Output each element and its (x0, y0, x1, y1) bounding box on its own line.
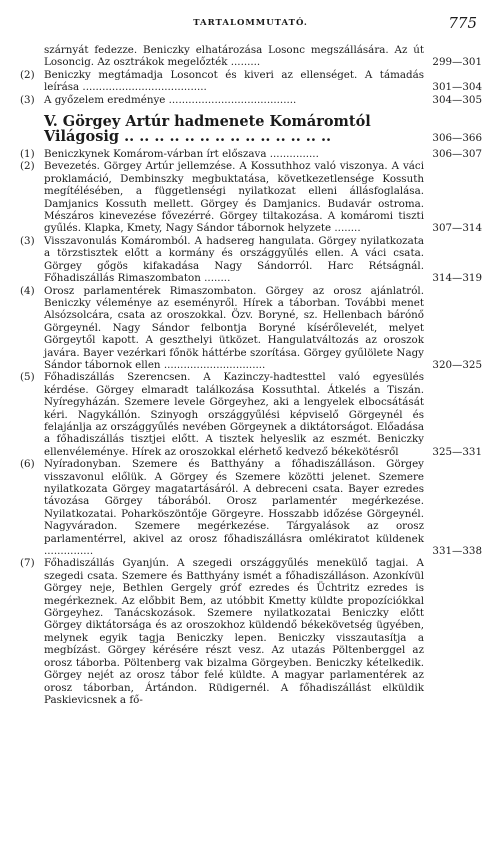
page-header (0, 14, 501, 34)
entry-text: Nyíradonyban. Szemere és Batthyány a főhadiszálláson. Görgey visszavonul előlük. A Görgey és Szemere közötti jelenet. Szemere nyilatkozata Görgey magatartásáról. A debreceni csata. Bayer ezredes távozása Görgey táborából. Orosz parlamentér megérkezése. Nyilatkozatai. Poharköszöntője Görgeyre. Hosszabb időzése Görgeynél. Nagyváradon. Szemere megérkezése. Tárgyalások az orosz parlamentérrel, akivel az orosz főhadiszállásra omlékiratot küldenek ............... (44, 458, 424, 558)
entry-pages: 299—301 (432, 56, 482, 69)
entry-text: Beniczkynek Komárom-várban írt előszava ............... (44, 148, 319, 161)
entry-text: Orosz parlamentérek Rimaszombaton. Görgey az orosz ajánlatról. Beniczky véleménye az eseményről. Hírek a táborban. További menet Alsózsolcára, csata az oroszokkal. Özv. Boryné, sz. Hellenbach bárónő Görgeynél. Nagy Sándor felbontja Boryné kísérőlevelét, melyet Görgeytől kapott. A geszthelyi ütközet. Hangulatváltozás az oroszok javára. Bayer vezérkari főnök háttérbe szorítása. Görgey gyűlölete Nagy Sándor tábornok ellen ............................... (44, 284, 424, 371)
entry-text: Bevezetés. Görgey Artúr jellemzése. A Kossuthhoz való viszonya. A váci proklamáció, Dembinszky megbuktatása, következetlensége Kossuth megítélésében, a függetlenségi nyilatkozat elleni állásfoglalása. Damjanics Kossuth mellett. Görgey és Damjanics. Budavár ostroma. Mészáros kinevezése fővezérré. Görgey tiltakozása. A komáromi tiszti gyűlés. Klapka, Kmety, Nagy Sándor tábornok helyzete ........ (44, 160, 424, 235)
toc-entry (20, 69, 482, 94)
section-heading (20, 114, 482, 144)
entry-pages: 320—325 (432, 358, 482, 371)
entry-text: A győzelem eredménye ....................................... (44, 93, 297, 106)
page-number: 775 (448, 14, 477, 32)
entry-number: (1) (20, 148, 35, 161)
toc-entry (20, 557, 482, 706)
table-of-contents (20, 44, 482, 706)
toc-entry (20, 160, 482, 234)
section-pages: 306—366 (432, 131, 482, 144)
entry-number: (2) (20, 68, 35, 81)
entry-pages: 306—307 (432, 148, 482, 161)
entry-text: Beniczky megtámadja Losoncot és kiveri az ellenséget. A támadás leírása ...................................... (44, 68, 424, 94)
entry-number: (4) (20, 284, 35, 297)
entry-number: (6) (20, 458, 35, 471)
entry-pages: 331—338 (432, 545, 482, 558)
entry-text: Főhadiszállás Szerencsen. A Kazinczy-hadtesttel való egyesülés kérdése. Görgey elmaradt találkozása Kossuthtal. Átkelés a Tiszán. Nyíregyházán. Szemere levele Görgeyhez, aki a lengyelek elbocsátását kéri. Nagykállón. Szinyogh országgyűlési képviselő Görgeynél és felajánlja az országgyűlés nevében Görgeynek a diktátorságot. Előadása a főhadiszállás tisztjei előtt. A tisztek helyeslik az eszmét. Beniczky ellenvéleménye. Hírek az oroszokkal elérhető kedvező békekötésről (44, 371, 424, 458)
entry-pages: 301—304 (432, 81, 482, 94)
running-title: TARTALOMMUTATÓ. (193, 18, 308, 28)
entry-number: (3) (20, 234, 35, 247)
entry-number: (7) (20, 557, 35, 570)
entry-number: (3) (20, 93, 35, 106)
entry-number (20, 44, 44, 69)
toc-entry (20, 94, 482, 106)
toc-entry (20, 44, 482, 69)
toc-entry (20, 235, 482, 285)
entry-text: Visszavonulás Komáromból. A hadsereg hangulata. Görgey nyilatkozata a törzstisztek előtt a kormány és országgyűlés ellen. A váci csata. Görgey gőgös kifakadása Nagy Sándorról. Harc Rétságnál. Főhadiszállás Rimaszombaton ........ (44, 234, 424, 285)
section-title: V. Görgey Artúr hadmenete Komáromtól Világosig .. .. .. .. .. .. .. .. .. .. .. .. .. .. (44, 113, 371, 146)
entry-number: (2) (20, 160, 35, 173)
toc-entry (20, 458, 482, 557)
entry-number: (5) (20, 371, 35, 384)
entry-pages: 304—305 (432, 93, 482, 106)
toc-entry (20, 371, 482, 458)
toc-entry (20, 148, 482, 160)
toc-entry (20, 285, 482, 372)
entry-text: szárnyát fedezze. Beniczky elhatározása Losonc megszállására. Az út Losoncig. Az osztrákok megelőzték ......... (44, 44, 424, 69)
entry-pages: 325—331 (432, 445, 482, 458)
entry-text: Főhadiszállás Gyanjún. A szegedi országgyűlés menekülő tagjai. A szegedi csata. Szemere és Batthyány ismét a főhadiszálláson. Azonkívül Görgey neje, Bethlen Gergely gróf ezredes és Üchtritz ezredes is megérkeznek. Az előbbit Bem, az utóbbit Kmetty küldte propozíciókkal Görgeyhez. Tanácskozások. Szemere nyilatkozatai Beniczky előtt Görgey diktátorsága és az oroszokhoz küldendő békekövetség ügyében, melynek egyik tagja Beniczky lepen. Beniczky visszautasítja a megbízást. Görgey kérésére részt vesz. Az utazás Pöltenberggel az orosz táborba. Pöltenberg vak bizalma Görgeyben. Beniczky kételkedik. Görgey nejét az orosz tábor felé küldte. A magyar parlamentérek az orosz táborban, Ártándon. Rüdigernél. A főhadiszállást elküldik Paskievicsnek a fő- (44, 557, 424, 706)
entry-pages: 314—319 (432, 272, 482, 285)
entry-pages: 307—314 (432, 222, 482, 235)
